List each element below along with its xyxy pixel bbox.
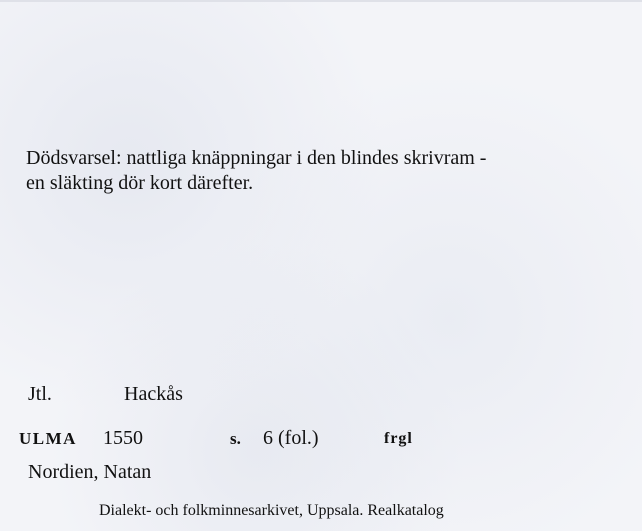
record-type-label: frgl: [384, 430, 413, 447]
archive-number: 1550: [103, 427, 143, 449]
card-description: [26, 146, 616, 196]
province-label: Jtl.: [28, 383, 52, 405]
description-line-2: en släkting dör kort därefter.: [26, 172, 254, 194]
archive-footer: Dialekt- och folkminnesarkivet, Uppsala. Realkatalog: [99, 502, 444, 519]
top-edge: [0, 0, 642, 2]
page-label: s.: [230, 429, 241, 448]
parish-label: Hackås: [124, 383, 183, 405]
collector-name: Nordien, Natan: [28, 461, 152, 483]
archive-label: ULMA: [19, 429, 77, 448]
description-line-1: Dödsvarsel: nattliga knäppningar i den blindes skrivram -: [26, 147, 487, 169]
page-value: 6 (fol.): [263, 427, 319, 449]
